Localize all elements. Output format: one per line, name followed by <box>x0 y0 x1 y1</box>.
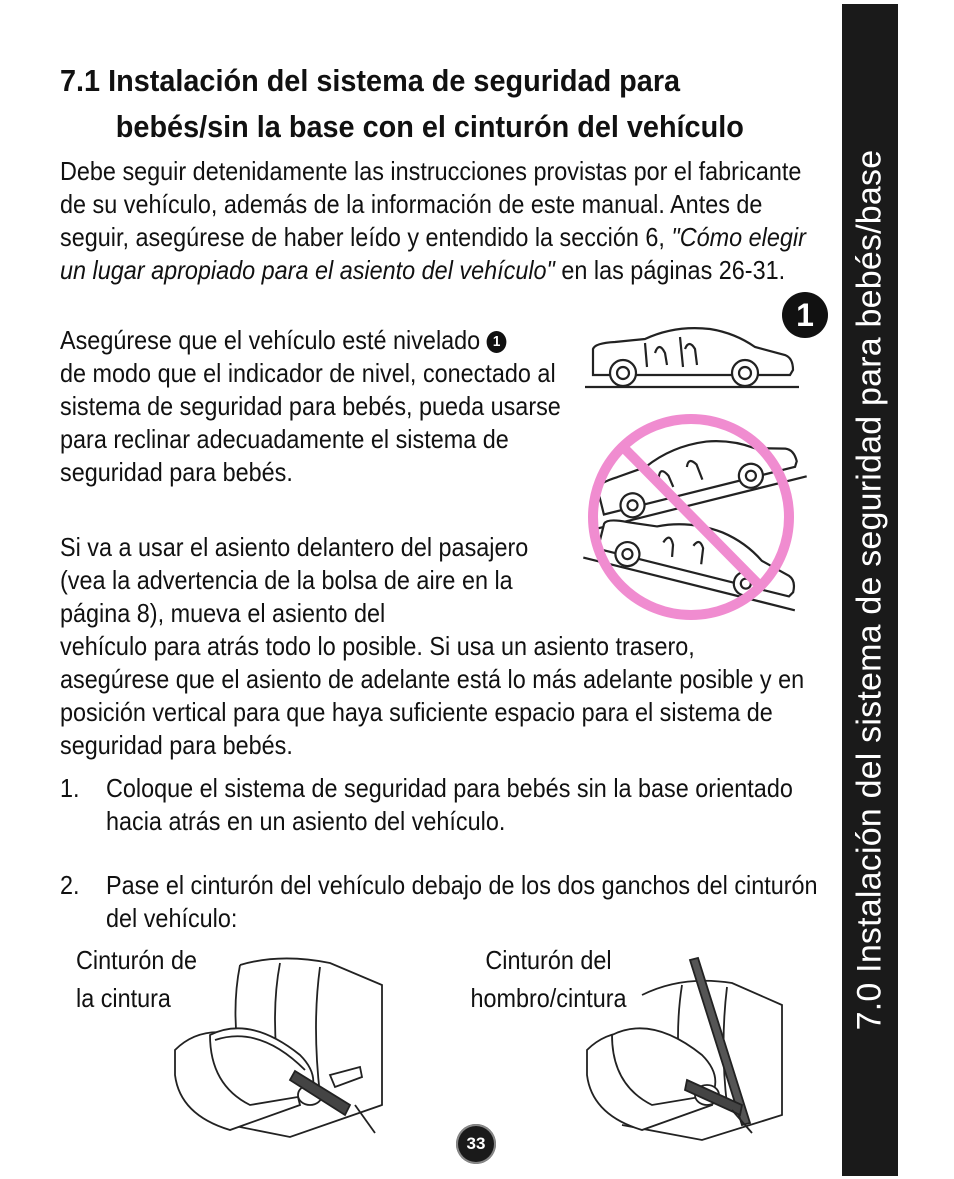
lap-belt-caption-line-2: la cintura <box>76 983 171 1013</box>
level-paragraph <box>60 324 564 489</box>
intro-paragraph <box>60 155 807 287</box>
intro-pages: en las páginas 26-31. <box>554 255 786 285</box>
heading-line-2: bebés/sin la base con el cinturón del vehículo <box>115 109 744 144</box>
step-1-number: 1. <box>60 773 80 803</box>
figure-ref-marker: 1 <box>487 331 507 353</box>
level-car-illustration <box>585 325 800 395</box>
seat-paragraph-wide: vehículo para atrás todo lo posible. Si usa un asiento trasero, asegúrese que el asiento de adelante está lo más adelante posible y en posición vertical para que haya suficiente espacio para el sistema de seguridad para bebés. <box>60 631 805 760</box>
level-line-1: Asegúrese que el vehículo esté nivelado <box>60 325 481 355</box>
heading-line-1: 7.1 Instalación del sistema de seguridad para <box>60 63 681 98</box>
intro-section-reference: "Cómo elegir un lugar apropiado para el asiento del vehículo" <box>60 222 806 285</box>
page-number: 33 <box>456 1124 496 1164</box>
lap-belt-illustration <box>170 955 385 1140</box>
step-1-text: Coloque el sistema de seguridad para bebés sin la base orientado hacia atrás en un asiento del vehículo. <box>106 773 793 836</box>
tilted-cars-prohibited-illustration <box>583 412 801 622</box>
figure-1-badge: 1 <box>782 292 828 338</box>
intro-text: Debe seguir detenidamente las instrucciones provistas por el fabricante de su vehículo, además de la información de este manual. Antes de seguir, asegúrese de haber leído y entendido la sección 6, <box>60 156 802 252</box>
level-rest: de modo que el indicador de nivel, conectado al sistema de seguridad para bebés, pueda usarse para reclinar adecuadamente el sistema de seguridad para bebés. <box>60 358 561 487</box>
shoulder-belt-caption-line-2: hombro/cintura <box>470 983 627 1013</box>
shoulder-belt-caption-line-1: Cinturón del <box>485 945 612 975</box>
section-heading <box>60 58 776 150</box>
step-2-text: Pase el cinturón del vehículo debajo de los dos ganchos del cinturón del vehículo: <box>106 870 818 933</box>
side-tab-title: 7.0 Instalación del sistema de seguridad para bebés/base <box>850 149 889 1031</box>
shoulder-belt-illustration <box>582 955 792 1140</box>
lap-belt-caption-line-1: Cinturón de <box>76 945 197 975</box>
seat-paragraph-narrow: Si va a usar el asiento delantero del pasajero (vea la advertencia de la bolsa de aire en la página 8), mueva el asiento del <box>60 532 529 628</box>
step-2-number: 2. <box>60 870 80 900</box>
